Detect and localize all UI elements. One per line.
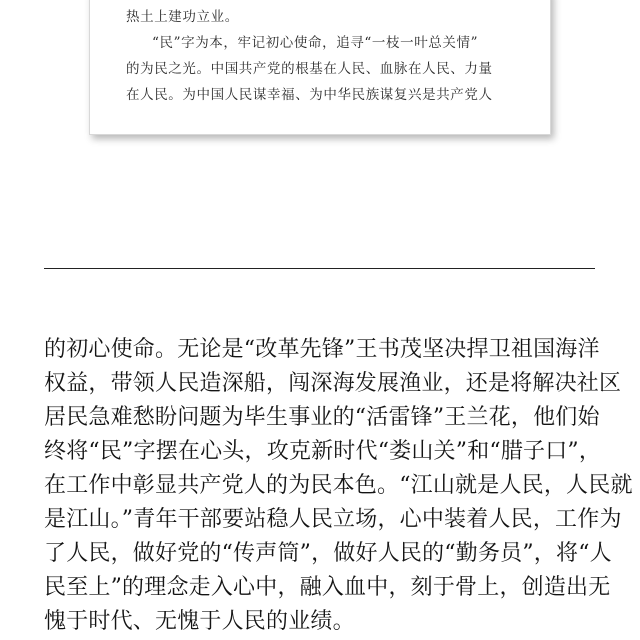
article-line-7: 了人民，做好党的“传声筒”，做好人民的“勤务员”，将“人 <box>44 541 612 566</box>
article-line-5: 在工作中彰显共产党人的为民本色。“江山就是人民，人民就 <box>44 473 633 498</box>
article-line-4: 终将“民”字摆在心头，攻克新时代“娄山关”和“腊子口”， <box>44 439 602 464</box>
article-line-8: 民至上”的理念走入心中，融入血中，刻于骨上，创造出无 <box>44 575 611 600</box>
article-line-1: 的初心使命。无论是“改革先锋”王书茂坚决捍卫祖国海洋 <box>44 337 600 362</box>
excerpt-line-4: 的为民之光。中国共产党的根基在人民、血脉在人民、力量 <box>126 61 493 77</box>
excerpt-line-3: “民”字为本，牢记初心使命，追寻“一枝一叶总关情” <box>152 35 479 51</box>
article-line-3: 居民急难愁盼问题为毕生事业的“活雷锋”王兰花，他们始 <box>44 405 600 430</box>
article-line-2: 权益，带领人民造深船，闯深海发展渔业，还是将解决社区 <box>44 371 622 396</box>
quoted-page-excerpt <box>89 0 551 135</box>
article-line-9: 愧于时代、无愧于人民的业绩。 <box>44 609 355 634</box>
excerpt-line-2: 热土上建功立业。 <box>126 9 239 25</box>
article-line-6: 是江山。”青年干部要站稳人民立场，心中装着人民，工作为 <box>44 507 622 532</box>
excerpt-line-5: 在人民。为中国人民谋幸福、为中华民族谋复兴是共产党人 <box>126 87 493 103</box>
section-divider <box>44 268 595 269</box>
